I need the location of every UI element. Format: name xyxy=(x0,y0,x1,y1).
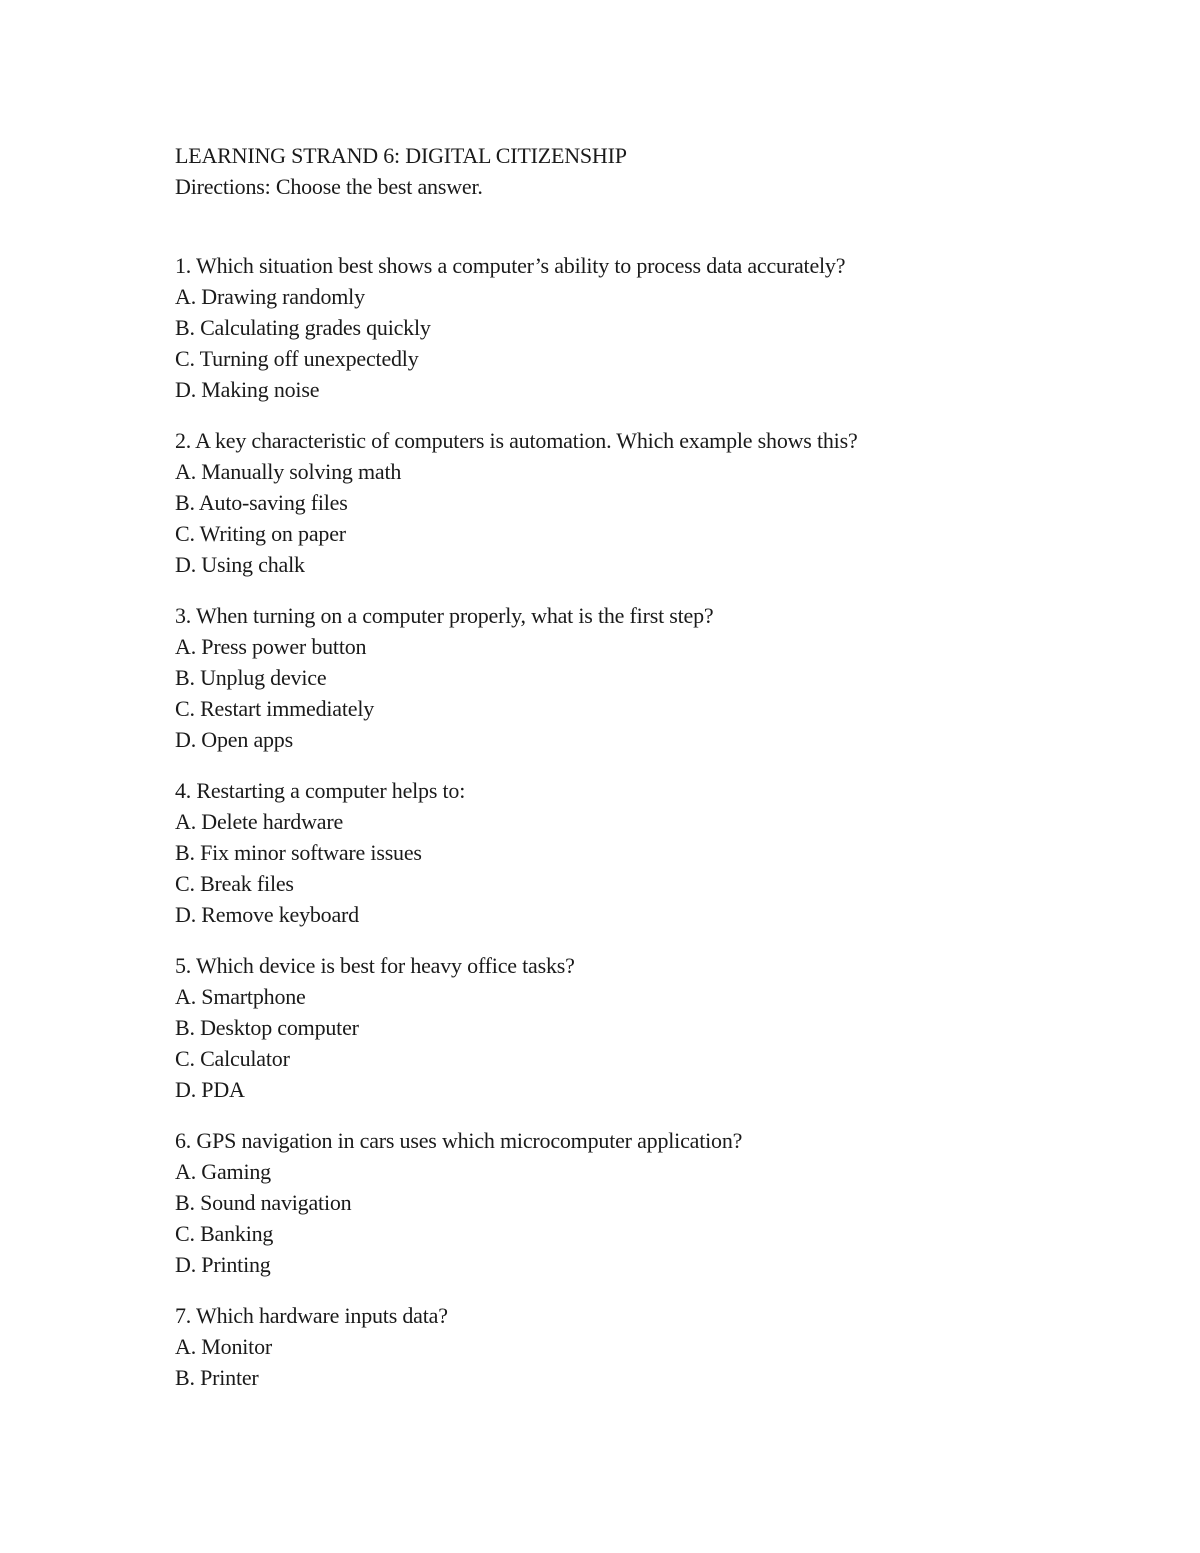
answer-option: C. Turning off unexpectedly xyxy=(175,346,419,371)
question-text: 6. GPS navigation in cars uses which microcomputer application? xyxy=(175,1128,743,1153)
answer-option: C. Writing on paper xyxy=(175,521,346,546)
question-text: 1. Which situation best shows a computer’s ability to process data accurately? xyxy=(175,253,846,278)
answer-option: C. Banking xyxy=(175,1221,274,1246)
answer-option: B. Sound navigation xyxy=(175,1190,352,1215)
question-6 xyxy=(175,1125,1075,1280)
answer-option: A. Gaming xyxy=(175,1159,271,1184)
answer-option: C. Break files xyxy=(175,871,294,896)
question-text: 7. Which hardware inputs data? xyxy=(175,1303,448,1328)
answer-option: D. Using chalk xyxy=(175,552,305,577)
answer-option: A. Manually solving math xyxy=(175,459,402,484)
answer-option: C. Restart immediately xyxy=(175,696,375,721)
question-7 xyxy=(175,1300,1075,1393)
answer-option: B. Auto-saving files xyxy=(175,490,348,515)
answer-option: B. Printer xyxy=(175,1365,259,1390)
question-5 xyxy=(175,950,1075,1105)
question-2 xyxy=(175,425,1075,580)
answer-option: B. Fix minor software issues xyxy=(175,840,422,865)
answer-option: A. Drawing randomly xyxy=(175,284,365,309)
question-1 xyxy=(175,250,1075,405)
answer-option: A. Press power button xyxy=(175,634,367,659)
question-3 xyxy=(175,600,1075,755)
answer-option: A. Delete hardware xyxy=(175,809,344,834)
answer-option: B. Unplug device xyxy=(175,665,327,690)
answer-option: B. Desktop computer xyxy=(175,1015,359,1040)
answer-option: D. Remove keyboard xyxy=(175,902,359,927)
answer-option: D. Open apps xyxy=(175,727,293,752)
answer-option: B. Calculating grades quickly xyxy=(175,315,431,340)
question-text: 5. Which device is best for heavy office tasks? xyxy=(175,953,575,978)
spacer xyxy=(175,202,1075,250)
question-text: 4. Restarting a computer helps to: xyxy=(175,778,466,803)
answer-option: A. Smartphone xyxy=(175,984,306,1009)
document-page xyxy=(175,140,1075,1393)
document-title: LEARNING STRAND 6: DIGITAL CITIZENSHIP xyxy=(175,143,627,168)
answer-option: D. Making noise xyxy=(175,377,320,402)
answer-option: D. Printing xyxy=(175,1252,271,1277)
question-4 xyxy=(175,775,1075,930)
answer-option: A. Monitor xyxy=(175,1334,273,1359)
answer-option: D. PDA xyxy=(175,1077,245,1102)
directions-text: Directions: Choose the best answer. xyxy=(175,174,483,199)
question-text: 2. A key characteristic of computers is automation. Which example shows this? xyxy=(175,428,858,453)
question-text: 3. When turning on a computer properly, what is the first step? xyxy=(175,603,714,628)
answer-option: C. Calculator xyxy=(175,1046,290,1071)
